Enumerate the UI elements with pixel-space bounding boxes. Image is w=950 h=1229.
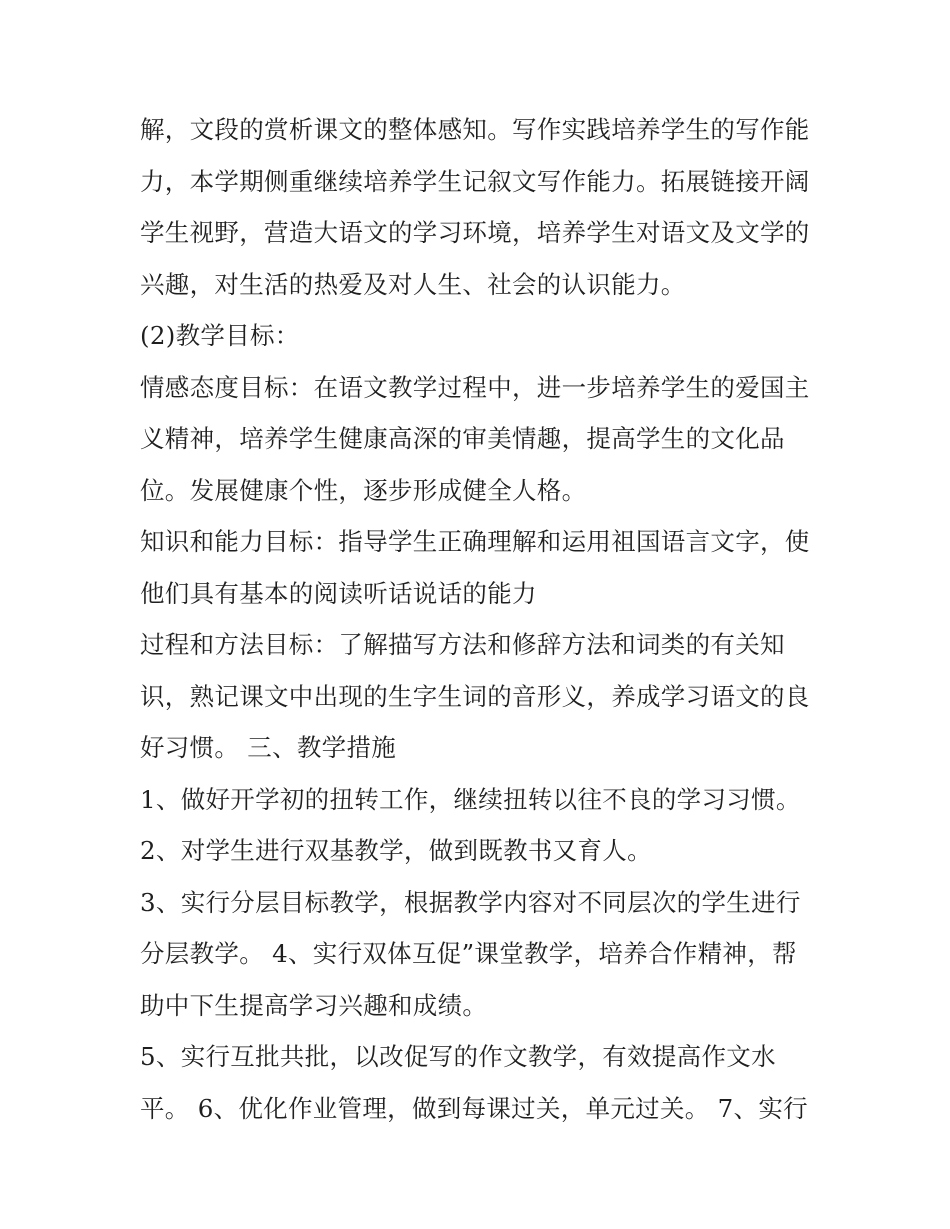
list-item: 3、实行分层目标教学，根据教学内容对不同层次的学生进行 xyxy=(140,887,801,917)
text-line: 学生视野，营造大语文的学习环境，培养学生对语文及文学的 xyxy=(140,218,810,247)
text-line: 他们具有基本的阅读听话说话的能力 xyxy=(140,578,537,608)
list-item: 分层教学。 4、实行双体互促”课堂教学，培养合作精神，帮 xyxy=(140,939,797,968)
text-line: 兴趣，对生活的热爱及对人生、社会的认识能力。 xyxy=(140,269,686,299)
list-item: 5、实行互批共批，以改促写的作文教学，有效提高作文水 xyxy=(140,1042,776,1071)
section-heading: (2)教学目标： xyxy=(140,321,300,350)
document-body xyxy=(140,104,820,1134)
text-line: 位。发展健康个性，逐步形成健全人格。 xyxy=(140,475,587,505)
text-line: 力，本学期侧重继续培养学生记叙文写作能力。拓展链接开阔 xyxy=(140,166,810,196)
text-line: 解，文段的赏析课文的整体感知。写作实践培养学生的写作能 xyxy=(140,115,810,144)
list-item: 1、做好开学初的扭转工作，继续扭转以往不良的学习习惯。 xyxy=(140,784,801,814)
list-item: 平。 6、优化作业管理，做到每课过关，单元过关。 7、实行 xyxy=(140,1093,808,1123)
list-item: 助中下生提高学习兴趣和成绩。 xyxy=(140,990,488,1020)
text-line: 识，熟记课文中出现的生字生词的音形义，养成学习语文的良 xyxy=(140,681,810,711)
list-item: 2、对学生进行双基教学，做到既教书又育人。 xyxy=(140,836,652,865)
text-line: 情感态度目标：在语文教学过程中，进一步培养学生的爱国主 xyxy=(140,372,810,402)
text-line: 好习惯。 三、教学措施 xyxy=(140,733,397,762)
text-line: 义精神，培养学生健康高深的审美情趣，提高学生的文化品 xyxy=(140,424,785,453)
text-line: 知识和能力目标：指导学生正确理解和运用祖国语言文字，使 xyxy=(140,527,810,556)
text-line: 过程和方法目标：了解描写方法和修辞方法和词类的有关知 xyxy=(140,630,785,659)
